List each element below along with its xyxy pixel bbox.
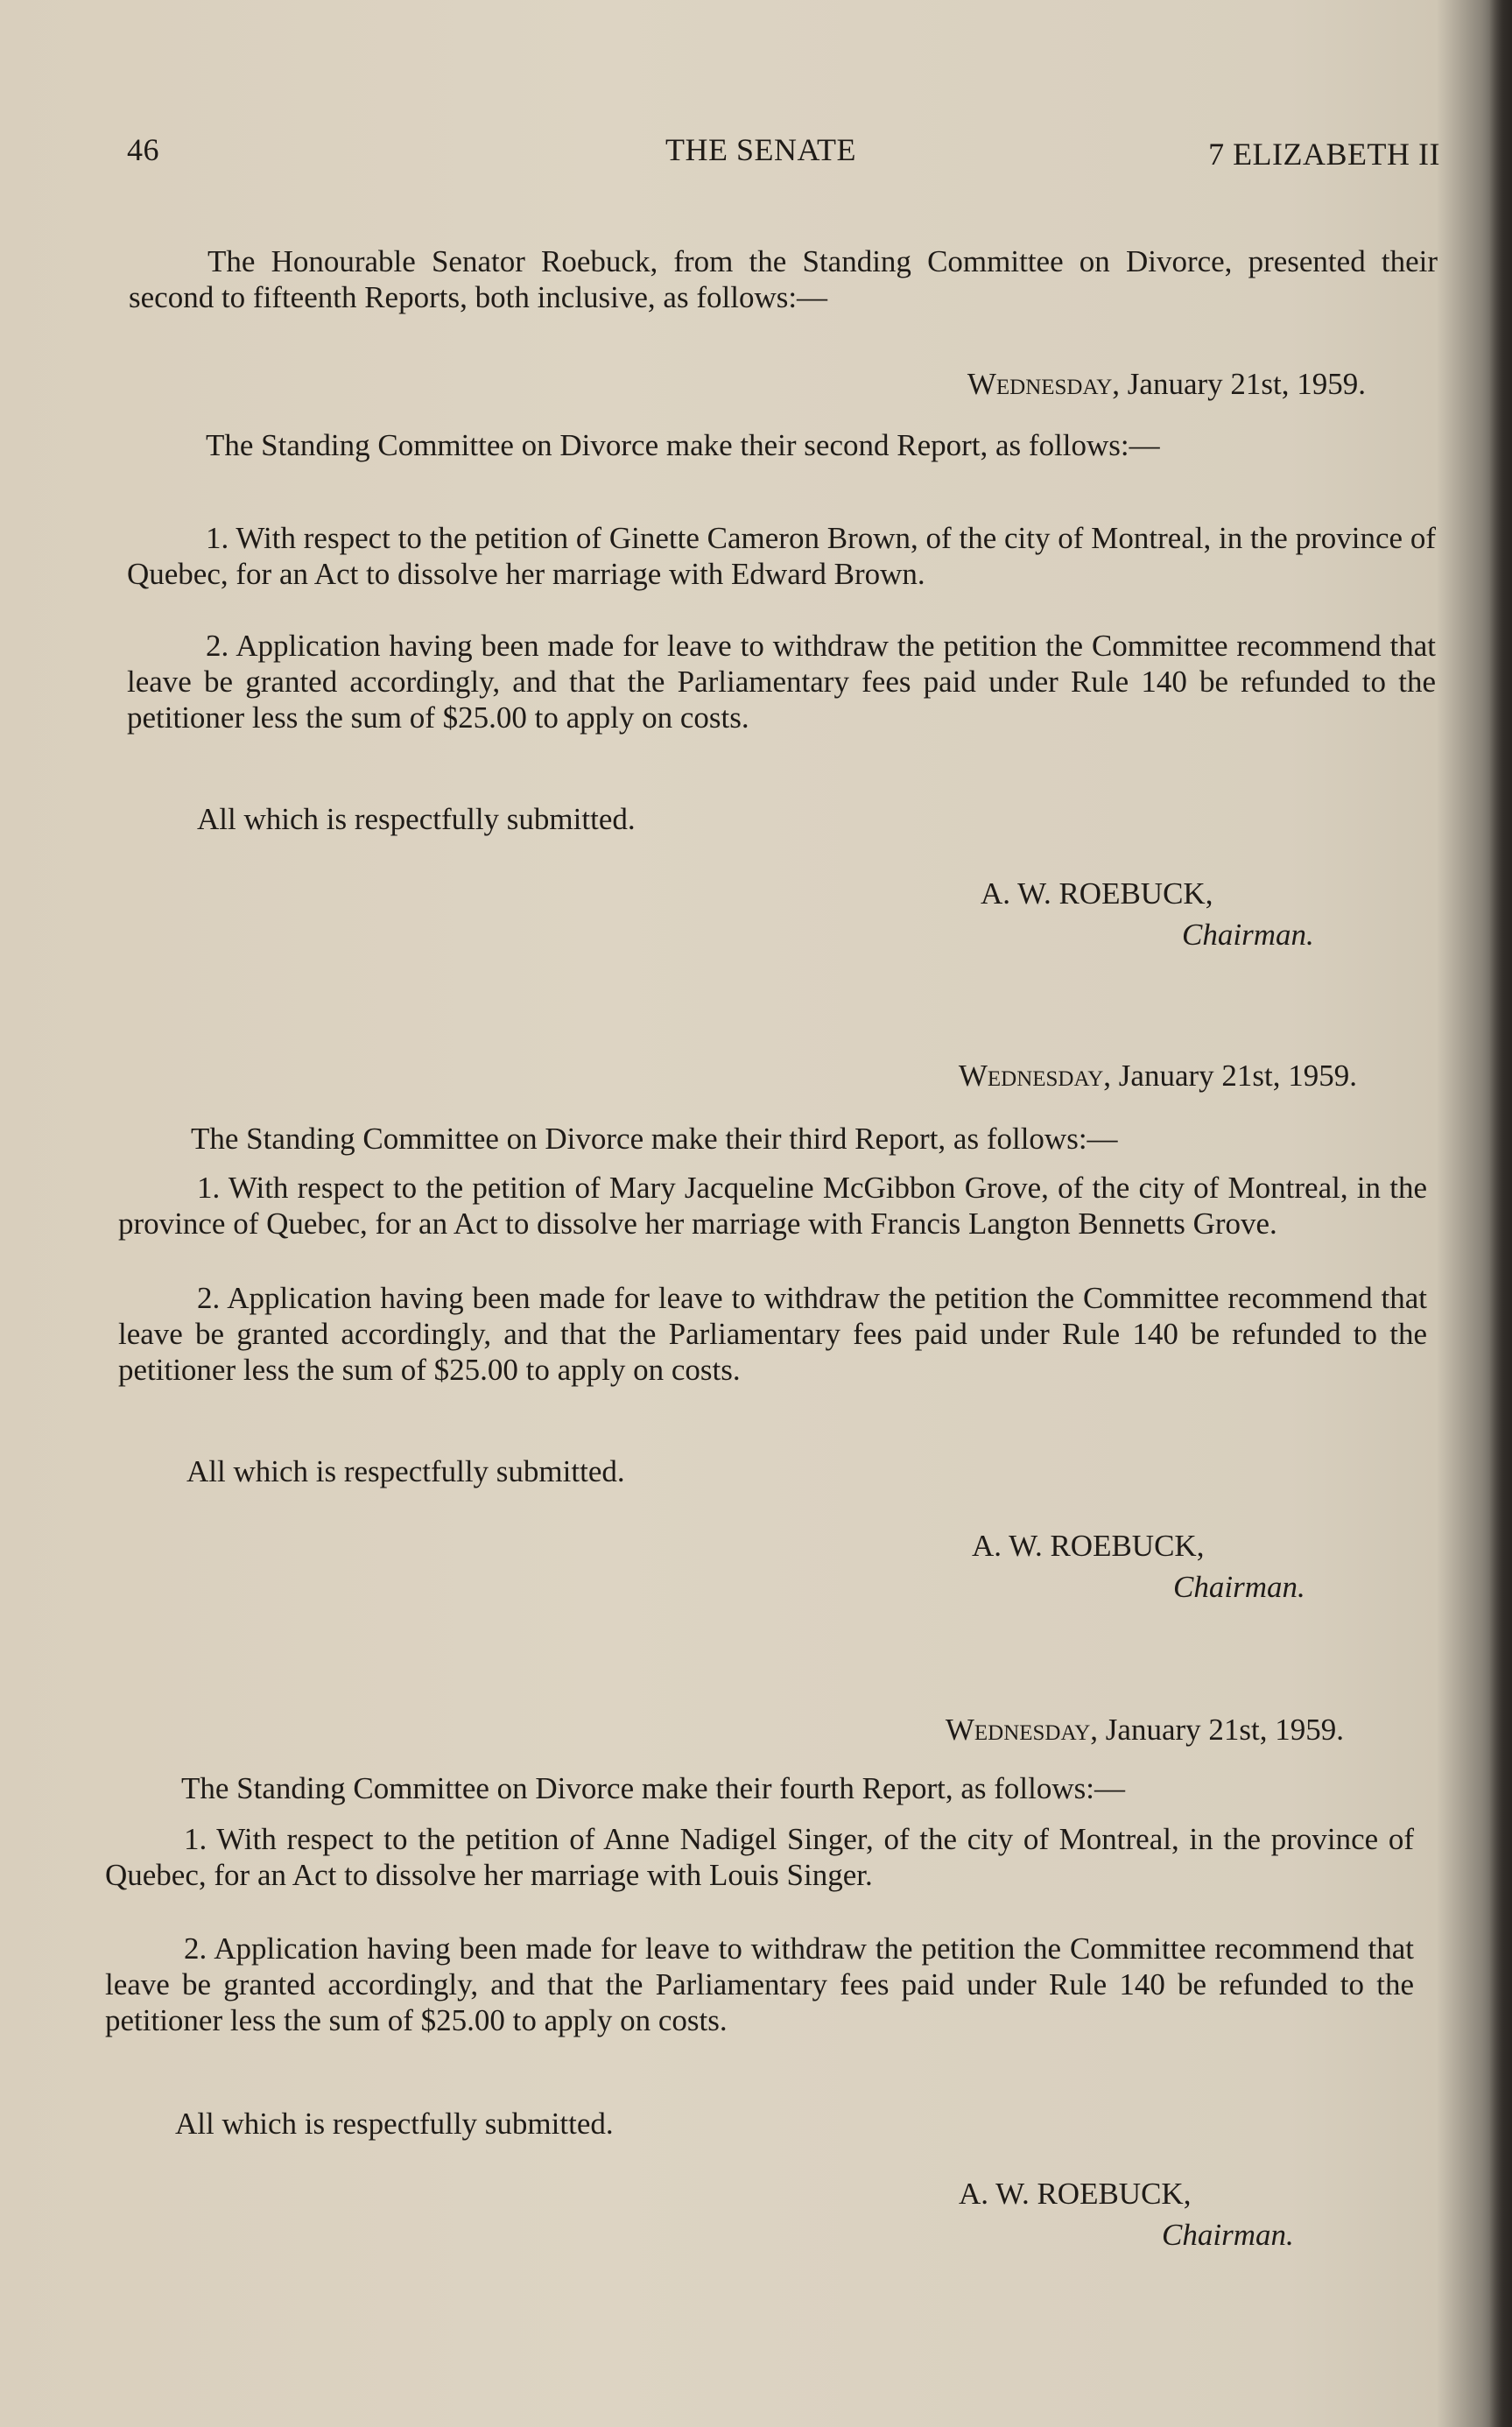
report-closing: All which is respectfully submitted. [175, 2107, 614, 2141]
intro-paragraph: The Honourable Senator Roebuck, from the Standing Committee on Divorce, presented their second to fifteenth Reports, both inclusive, as follows:— [129, 244, 1438, 314]
report-role: Chairman. [1162, 2218, 1294, 2252]
report-role: Chairman. [1173, 1570, 1305, 1604]
report-date-rest: January 21st, 1959. [1120, 367, 1366, 401]
report-signature: A. W. ROEBUCK, [972, 1529, 1205, 1563]
report-opening: The Standing Committee on Divorce make their third Report, as follows:— [191, 1122, 1118, 1156]
report-item-2: 2. Application having been made for leave to withdraw the petition the Committee recommend that leave be granted accordingly, and that the Parliamentary fees paid under Rule 140 be refunded to the petitioner less the sum of $25.00 to apply on costs. [105, 1931, 1414, 2037]
report-closing: All which is respectfully submitted. [197, 802, 636, 836]
report-closing: All which is respectfully submitted. [186, 1454, 625, 1488]
page-header [127, 131, 1440, 184]
report-item-1: 1. With respect to the petition of Ginette Cameron Brown, of the city of Montreal, in the province of Quebec, for an Act to dissolve her marriage with Edward Brown. [127, 521, 1436, 591]
report-item-2: 2. Application having been made for leave to withdraw the petition the Committee recommend that leave be granted accordingly, and that the Parliamentary fees paid under Rule 140 be refunded to the petitioner less the sum of $25.00 to apply on costs. [118, 1281, 1427, 1387]
report-date [525, 366, 1366, 402]
report-item-1: 1. With respect to the petition of Anne Nadigel Singer, of the city of Montreal, in the province of Quebec, for an Act to dissolve her marriage with Louis Singer. [105, 1822, 1414, 1892]
report-date-day: Wednesday, [958, 1059, 1112, 1093]
report-item-2: 2. Application having been made for leave to withdraw the petition the Committee recommend that leave be granted accordingly, and that the Parliamentary fees paid under Rule 140 be refunded to the petitioner less the sum of $25.00 to apply on costs. [127, 629, 1436, 735]
report-opening: The Standing Committee on Divorce make their second Report, as follows:— [206, 428, 1160, 462]
report-signature: A. W. ROEBUCK, [981, 876, 1213, 911]
report-date-rest: January 21st, 1959. [1098, 1713, 1344, 1747]
report-opening: The Standing Committee on Divorce make their fourth Report, as follows:— [181, 1771, 1125, 1805]
report-item-1: 1. With respect to the petition of Mary Jacqueline McGibbon Grove, of the city of Montreal, in the province of Quebec, for an Act to dissolve her marriage with Francis Langton Bennetts Grove. [118, 1171, 1427, 1241]
report-role: Chairman. [1182, 918, 1314, 952]
page-edge-shadow [1489, 0, 1512, 2427]
report-date [517, 1058, 1357, 1094]
report-date [503, 1712, 1344, 1748]
report-date-rest: January 21st, 1959. [1111, 1059, 1357, 1093]
report-date-day: Wednesday, [967, 367, 1121, 401]
report-signature: A. W. ROEBUCK, [959, 2177, 1192, 2211]
regnal-year: 7 ELIZABETH II [1208, 137, 1440, 172]
report-date-day: Wednesday, [945, 1713, 1099, 1747]
page-number: 46 [127, 132, 159, 167]
page-title: THE SENATE [665, 132, 856, 167]
